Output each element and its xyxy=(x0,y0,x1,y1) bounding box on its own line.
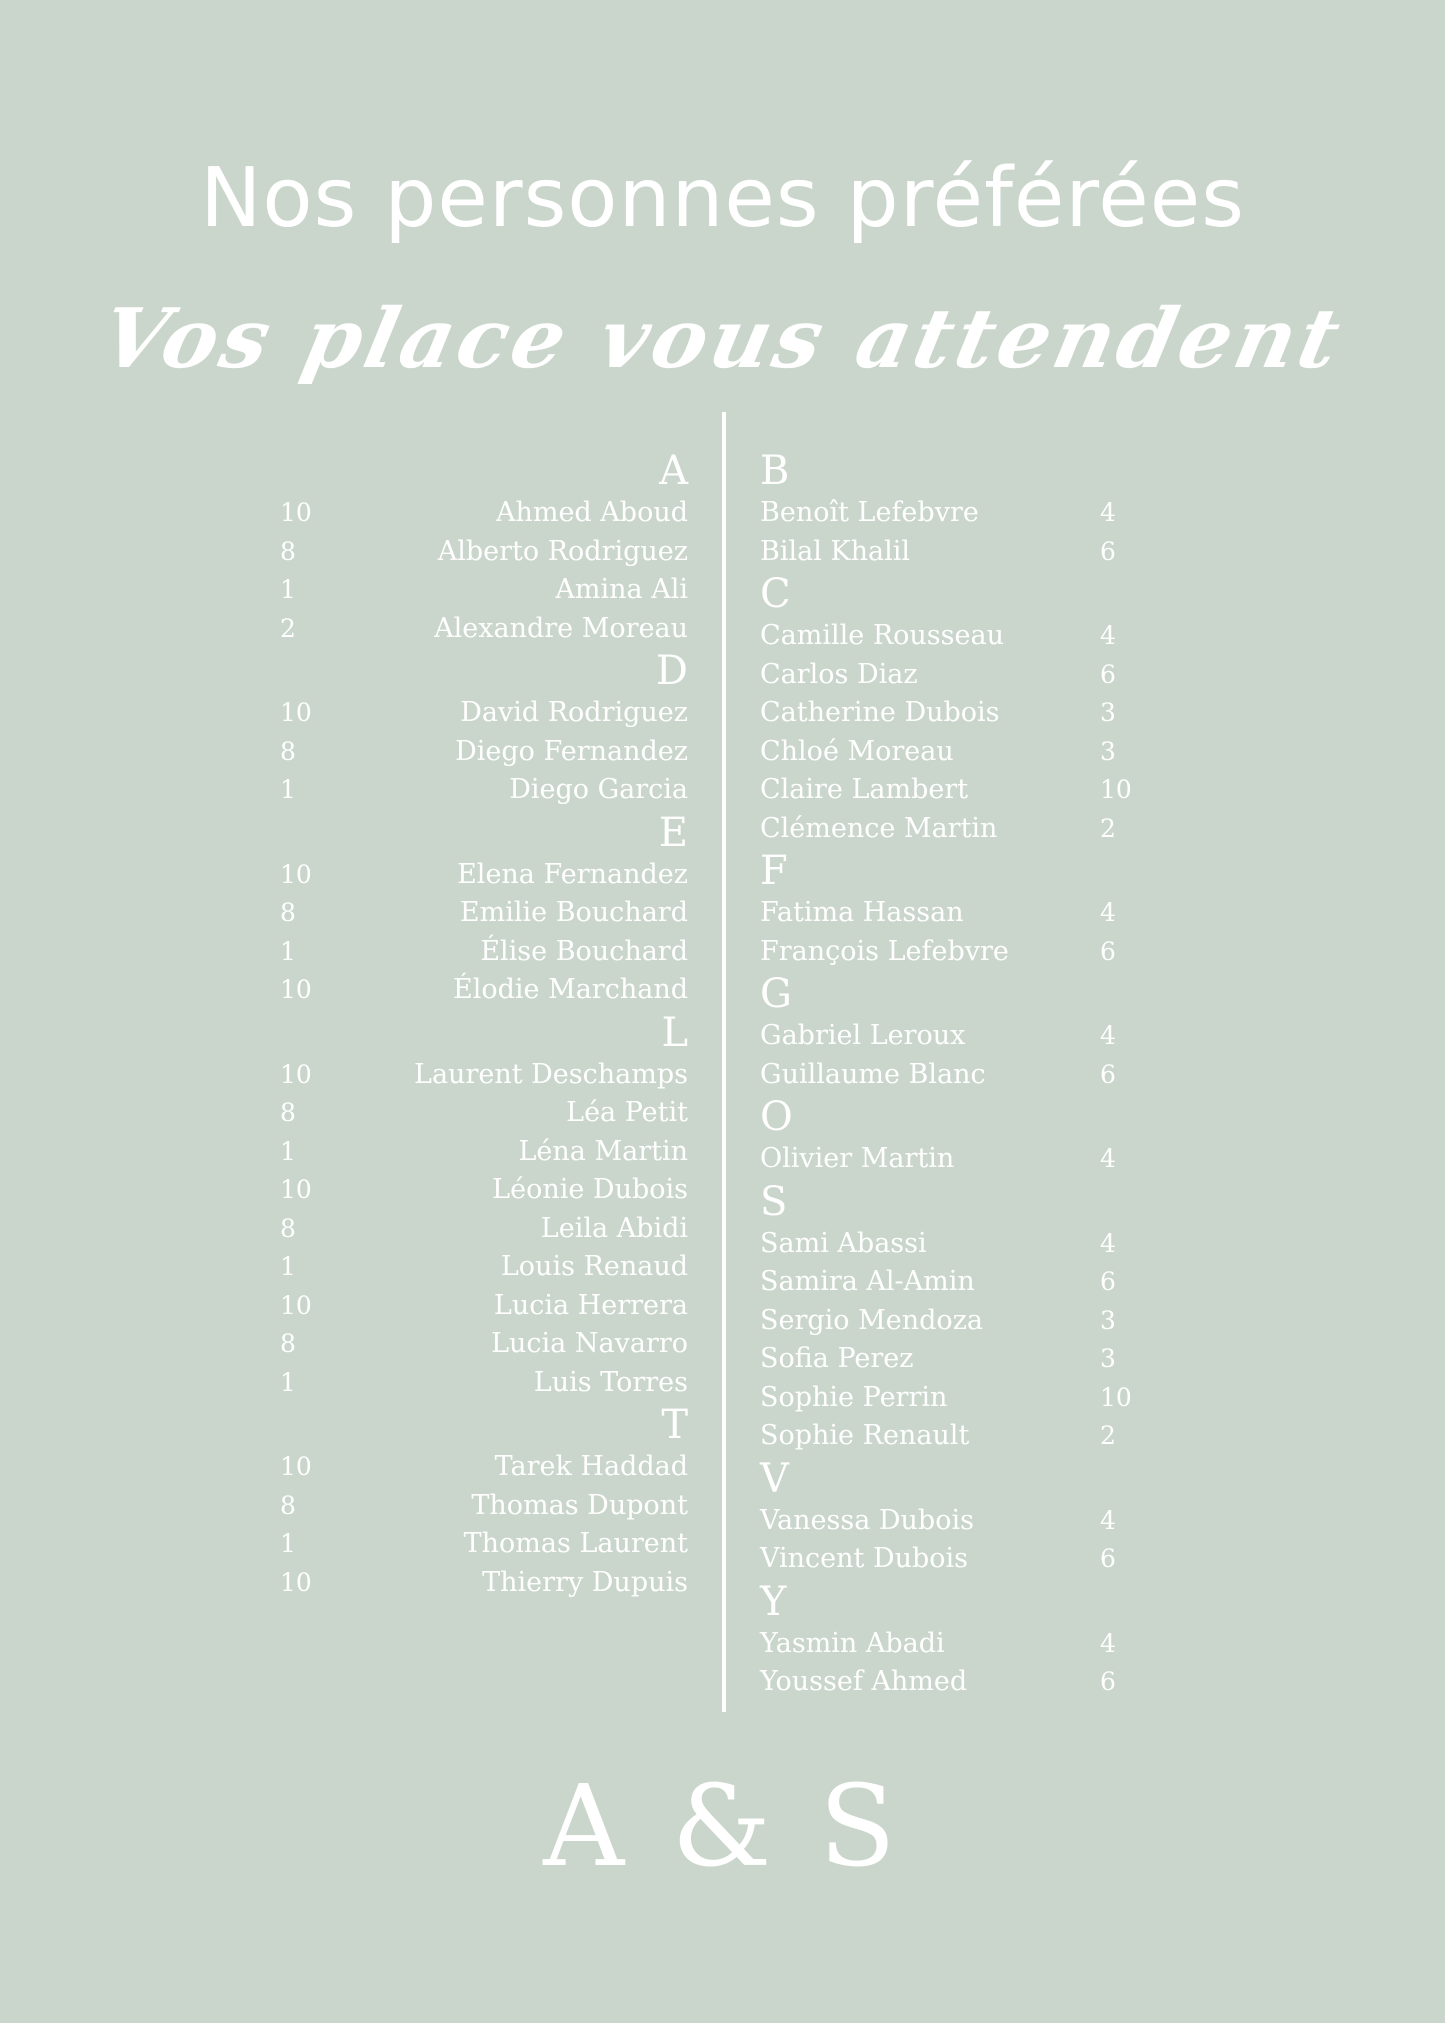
letter-group xyxy=(760,1579,1160,1702)
guest-name: Alberto Rodriguez xyxy=(437,535,688,567)
guest-row xyxy=(280,1171,688,1210)
guest-row xyxy=(280,1287,688,1326)
letter-heading: O xyxy=(760,1094,793,1140)
letter-group xyxy=(760,448,1160,571)
guest-name: Diego Fernandez xyxy=(455,735,688,767)
guest-row xyxy=(760,733,1160,772)
guest-name: Élodie Marchand xyxy=(452,974,688,1005)
table-number: 10 xyxy=(280,975,312,1004)
table-number: 8 xyxy=(280,1098,296,1127)
guest-row xyxy=(280,1448,688,1487)
guest-name: Clémence Martin xyxy=(760,812,998,844)
letter-heading: D xyxy=(655,648,688,694)
table-number: 6 xyxy=(1100,536,1116,566)
table-number: 10 xyxy=(280,498,312,527)
guest-name: Élise Bouchard xyxy=(480,935,688,967)
table-number: 10 xyxy=(280,698,312,727)
guest-name: Tarek Haddad xyxy=(494,1451,688,1482)
guest-name: Camille Rousseau xyxy=(760,620,1004,651)
table-number: 10 xyxy=(1100,775,1132,804)
letter-group xyxy=(280,448,688,648)
guest-name: Elena Fernandez xyxy=(457,858,688,890)
letter-group xyxy=(280,648,688,810)
guest-row xyxy=(760,1056,1160,1095)
table-number: 2 xyxy=(1100,813,1116,843)
table-number: 4 xyxy=(1100,1144,1116,1173)
guest-name: Thierry Dupuis xyxy=(482,1566,688,1598)
table-number: 4 xyxy=(1100,1505,1116,1535)
guest-name: Olivier Martin xyxy=(760,1143,955,1174)
table-number: 3 xyxy=(1100,1344,1116,1373)
table-number: 2 xyxy=(280,613,296,643)
page-title: Nos personnes préférées xyxy=(200,151,1245,246)
letter-heading: F xyxy=(760,848,788,894)
table-number: 6 xyxy=(1100,936,1116,966)
guest-row xyxy=(760,1663,1160,1702)
guest-row xyxy=(760,1502,1160,1541)
table-number: 6 xyxy=(1100,1267,1116,1296)
guest-name: Léa Petit xyxy=(566,1097,688,1128)
guest-row xyxy=(280,571,688,610)
table-number: 4 xyxy=(1100,498,1116,527)
guest-row xyxy=(280,533,688,572)
guest-row xyxy=(760,894,1160,933)
guest-name: Alexandre Moreau xyxy=(434,612,688,644)
table-number: 10 xyxy=(280,1452,312,1481)
table-number: 4 xyxy=(1100,1228,1116,1258)
table-number: 1 xyxy=(280,1136,296,1166)
guest-row xyxy=(280,933,688,972)
table-number: 3 xyxy=(1100,1305,1116,1335)
guest-name: Sofia Perez xyxy=(760,1343,914,1374)
table-number: 6 xyxy=(1100,659,1116,689)
guest-name: François Lefebvre xyxy=(760,935,1009,967)
table-number: 10 xyxy=(280,859,312,889)
table-number: 4 xyxy=(1100,1628,1116,1658)
letter-heading: S xyxy=(760,1178,788,1225)
guest-row xyxy=(760,1340,1160,1379)
letter-group xyxy=(760,571,1160,848)
table-number: 4 xyxy=(1100,621,1116,650)
guest-name: Catherine Dubois xyxy=(760,697,1000,728)
guest-name: Leila Abidi xyxy=(540,1212,688,1244)
column-divider xyxy=(722,412,726,1712)
guest-row xyxy=(760,1379,1160,1418)
letter-heading: V xyxy=(760,1455,789,1502)
guest-row xyxy=(760,694,1160,733)
table-number: 6 xyxy=(1100,1544,1116,1573)
guest-name: Guillaume Blanc xyxy=(760,1058,986,1090)
table-number: 10 xyxy=(280,1059,312,1089)
guest-name: Emilie Bouchard xyxy=(459,897,688,928)
guest-name: Diego Garcia xyxy=(509,774,688,805)
letter-heading: C xyxy=(760,571,791,617)
letter-heading: G xyxy=(760,971,792,1017)
guest-row xyxy=(280,1056,688,1095)
guest-name: Lucia Herrera xyxy=(493,1289,688,1321)
table-number: 1 xyxy=(280,936,296,966)
table-number: 1 xyxy=(280,575,296,604)
table-number: 10 xyxy=(280,1175,312,1204)
guest-name: Samira Al-Amin xyxy=(760,1266,975,1297)
guest-row xyxy=(280,1094,688,1133)
letter-heading: Y xyxy=(760,1578,787,1625)
table-number: 2 xyxy=(1100,1421,1116,1450)
guest-name: Thomas Laurent xyxy=(463,1528,688,1559)
table-number: 10 xyxy=(280,1567,312,1597)
letter-group xyxy=(760,1179,1160,1456)
guest-row xyxy=(760,1017,1160,1056)
guest-row xyxy=(760,1225,1160,1264)
guest-name: Lucia Navarro xyxy=(491,1328,688,1359)
guest-row xyxy=(280,694,688,733)
guest-name: Sophie Renault xyxy=(760,1420,970,1451)
letter-heading: A xyxy=(659,448,688,494)
guest-row xyxy=(280,1248,688,1287)
guest-row xyxy=(760,494,1160,533)
table-number: 10 xyxy=(1100,1382,1132,1412)
guest-row xyxy=(280,610,688,649)
table-number: 1 xyxy=(280,1367,296,1397)
guest-name: Luis Torres xyxy=(533,1366,688,1398)
guest-row xyxy=(280,894,688,933)
table-number: 6 xyxy=(1100,1667,1116,1696)
guest-row xyxy=(280,1487,688,1526)
guest-row xyxy=(760,656,1160,695)
table-number: 8 xyxy=(280,736,296,766)
table-number: 4 xyxy=(1100,898,1116,927)
guest-row xyxy=(280,771,688,810)
guest-row xyxy=(280,971,688,1010)
guest-row xyxy=(280,1210,688,1249)
table-number: 4 xyxy=(1100,1021,1116,1050)
guest-row xyxy=(280,494,688,533)
guest-row xyxy=(280,1564,688,1603)
table-number: 3 xyxy=(1100,698,1116,727)
guest-row xyxy=(760,1625,1160,1664)
right-guest-column xyxy=(760,448,1160,1702)
guest-name: Vincent Dubois xyxy=(760,1543,969,1574)
guest-row xyxy=(760,933,1160,972)
guest-row xyxy=(280,1364,688,1403)
guest-name: Thomas Dupont xyxy=(471,1489,688,1521)
guest-row xyxy=(760,533,1160,572)
letter-heading: E xyxy=(658,809,688,856)
table-number: 8 xyxy=(280,1213,296,1243)
guest-name: Amina Ali xyxy=(555,574,688,605)
letter-group xyxy=(760,848,1160,971)
guest-name: Ahmed Aboud xyxy=(495,497,688,528)
table-number: 6 xyxy=(1100,1059,1116,1089)
guest-row xyxy=(280,856,688,895)
left-guest-column xyxy=(280,448,688,1602)
table-number: 1 xyxy=(280,1252,296,1281)
table-number: 1 xyxy=(280,1529,296,1558)
letter-group xyxy=(760,1456,1160,1579)
guest-name: Sami Abassi xyxy=(760,1227,927,1259)
letter-heading: L xyxy=(661,1009,688,1056)
letter-group xyxy=(280,810,688,1010)
letter-heading: B xyxy=(760,448,790,494)
guest-name: Léna Martin xyxy=(518,1135,688,1167)
guest-row xyxy=(760,1417,1160,1456)
page-subtitle: Vos place vous attendent xyxy=(93,291,1352,387)
letter-group xyxy=(760,971,1160,1094)
guest-row xyxy=(760,1540,1160,1579)
guest-name: Chloé Moreau xyxy=(760,735,954,767)
table-number: 8 xyxy=(280,1329,296,1358)
guest-name: Carlos Diaz xyxy=(760,658,918,690)
guest-name: Youssef Ahmed xyxy=(760,1666,968,1697)
letter-group xyxy=(760,1094,1160,1179)
table-number: 10 xyxy=(280,1290,312,1320)
guest-row xyxy=(280,1133,688,1172)
table-number: 8 xyxy=(280,1490,296,1520)
guest-row xyxy=(760,771,1160,810)
guest-name: Gabriel Leroux xyxy=(760,1020,966,1051)
guest-name: Fatima Hassan xyxy=(760,897,964,928)
guest-row xyxy=(760,810,1160,849)
guest-row xyxy=(760,1263,1160,1302)
table-number: 8 xyxy=(280,536,296,566)
guest-name: Léonie Dubois xyxy=(492,1174,688,1205)
guest-name: Sergio Mendoza xyxy=(760,1304,984,1336)
guest-row xyxy=(280,1525,688,1564)
letter-group xyxy=(280,1402,688,1602)
guest-name: Laurent Deschamps xyxy=(414,1058,688,1090)
guest-row xyxy=(280,1325,688,1364)
guest-name: Claire Lambert xyxy=(760,774,969,805)
guest-name: Yasmin Abadi xyxy=(760,1627,945,1659)
table-number: 3 xyxy=(1100,736,1116,766)
table-number: 8 xyxy=(280,898,296,927)
couple-monogram: A & S xyxy=(543,1762,902,1892)
guest-name: Benoît Lefebvre xyxy=(760,497,979,528)
letter-group xyxy=(280,1010,688,1403)
guest-name: Louis Renaud xyxy=(500,1251,688,1282)
guest-name: Vanessa Dubois xyxy=(760,1504,974,1536)
letter-heading: T xyxy=(661,1402,688,1448)
guest-row xyxy=(760,1302,1160,1341)
guest-name: Bilal Khalil xyxy=(760,535,910,567)
table-number: 1 xyxy=(280,775,296,804)
guest-name: David Rodriguez xyxy=(460,697,688,728)
guest-name: Sophie Perrin xyxy=(760,1381,948,1413)
guest-row xyxy=(760,617,1160,656)
guest-row xyxy=(280,733,688,772)
guest-row xyxy=(760,1140,1160,1179)
